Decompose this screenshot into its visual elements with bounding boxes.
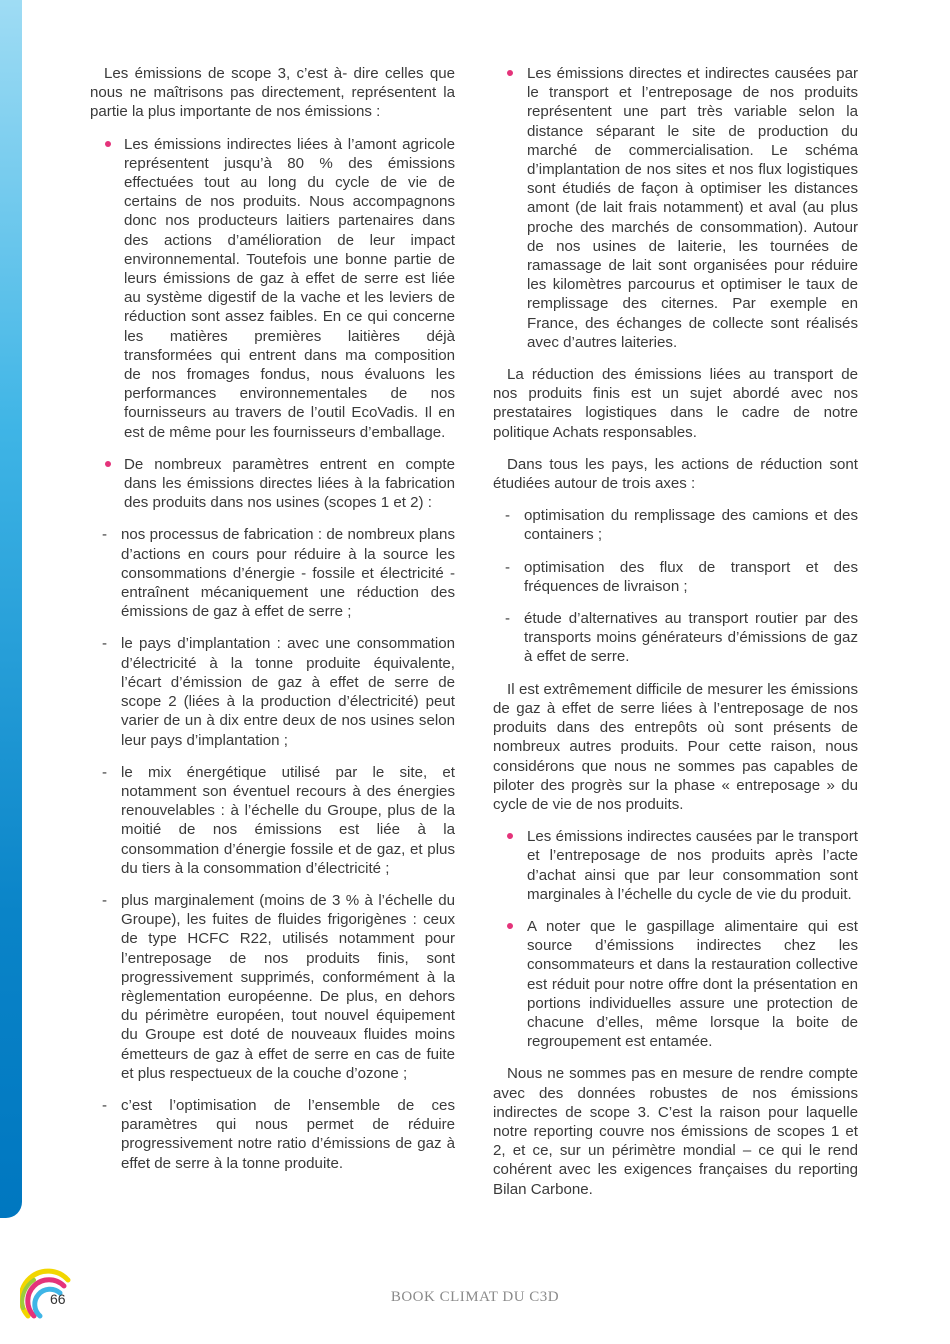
dash-item-energy-mix: - le mix énergétique utilisé par le site, et notamment son éventuel recours à des énergies renouvelables : à l’échelle du Groupe, plus de la moitié de nos émissions est liée à la consommation d’énergie fossile et de gaz, et plus du tiers à la consommation d’électricité ; (90, 763, 455, 878)
paragraph-storage: Il est extrêmement difficile de mesurer les émissions de gaz à effet de serre liées à l’entreposage de nos produits dans des entrepôts où sont présents de nombreux autres produits. Pour cette raison, nous considérons que nous ne sommes pas capables de piloter des progrès sur la phase « entreposage » du cycle de vie de nos produits. (493, 680, 858, 813)
dash-item-transport-flows: - optimisation des flux de transport et des fréquences de livraison ; (493, 558, 858, 596)
right-dash-list (493, 506, 858, 666)
bullet-item-agricultural-upstream: Les émissions indirectes liées à l’amont agricole représentent jusqu’à 80 % des émissions effectuées tout au long du cycle de vie de certains de nos produits. Nous accompagnons donc nos producteurs laitiers partenaires dans des actions d’amélioration de leur impact environnemental. Toutefois une bonne partie de leurs émissions de gaz à effet de serre est liée au système digestif de la vache et les leviers de réduction sont assez faibles. En ce qui concerne les matières premières laitières déjà transformées qui entrent dans ma composition de nos fromages fondus, nous évaluons les performances environnementales de nos fournisseurs au travers de l’outil EcoVadis. Il en est de même pour les fournisseurs d’emballage. (90, 135, 455, 442)
left-dash-list (90, 525, 455, 1172)
intro-paragraph: Les émissions de scope 3, c’est à- dire celles que nous ne maîtrisons pas directement, représentent la partie la plus importante de nos émissions : (90, 65, 455, 121)
dash-item-alternatives: - étude d’alternatives au transport routier par des transports moins générateurs d’émissions de gaz à effet de serre. (493, 609, 858, 667)
paragraph-scope3-reporting: Nous ne sommes pas en mesure de rendre compte avec des données robustes de nos émissions indirectes de scope 3. C’est la raison pour laquelle notre reporting couvre nos émissions de scopes 1 et 2, et ce, sur un périmètre mondial – ce qui le rend cohérent avec les exigences françaises du reporting Bilan Carbone. (493, 1065, 858, 1198)
paragraph-three-axes: Dans tous les pays, les actions de réduction sont étudiées autour de trois axes : (493, 455, 858, 493)
right-column (493, 64, 858, 1212)
book-title: BOOK CLIMAT DU C3D (390, 1289, 560, 1305)
right-top-bullet-list (493, 64, 858, 352)
bullet-item-transport-storage: Les émissions directes et indirectes causées par le transport et l’entreposage de nos produits représentent une part très variable selon la distance séparant le site de production du marché de commercialisation. Le schéma d’implantation de nos sites et nos flux logistiques sont étudiés de façon à optimiser les distances amont (de lait frais notamment) et aval (au plus proche des marchés de consommation). Autour de nos usines de laiterie, les tournées de ramassage de lait sont organisées pour réduire les kilomètres parcourus et optimiser le taux de remplissage des citernes. Par exemple en France, des échanges de collecte sont réalisés avec d’autres laiteries. (493, 64, 858, 352)
left-column (90, 64, 455, 1186)
dash-item-manufacturing-processes: - nos processus de fabrication : de nombreux plans d’actions en cours pour réduire à la source les consommations d’énergie - fossile et électricité - entraînent mécaniquement une réduction des émissions de gaz à effet de serre ; (90, 525, 455, 621)
right-bottom-bullet-list (493, 827, 858, 1051)
bullet-item-manufacturing-parameters: De nombreux paramètres entrent en compte dans les émissions directes liées à la fabrication des produits dans nos usines (scopes 1 et 2) : (90, 455, 455, 513)
bullet-item-downstream: Les émissions indirectes causées par le transport et l’entreposage de nos produits après l’acte d’achat ainsi que par leur consommation sont marginales à l’échelle du cycle de vie du produit. (493, 827, 858, 904)
side-color-bar (0, 0, 22, 1218)
left-bullet-list (90, 135, 455, 513)
bullet-item-food-waste: A noter que le gaspillage alimentaire qui est source d’émissions indirectes chez les consommateurs et dans la restauration collective est réduit pour notre offre dont la présentation en portions individuelles assure une protection de chacune d’elles, même lorsque la boite de regroupement est entamée. (493, 917, 858, 1051)
page-number: 66 (50, 1291, 66, 1307)
dash-item-truck-filling: - optimisation du remplissage des camions et des containers ; (493, 506, 858, 544)
dash-item-refrigerants: - plus marginalement (moins de 3 % à l’échelle du Groupe), les fuites de fluides frigorigènes : ceux de type HCFC R22, utilisés notamment pour l’entreposage de nos produits finis, sont progressivement supprimés, conformément à la règlementation européenne. De plus, en dehors du périmètre européen, tout nouvel équipement du Groupe est doté de nouveaux fluides moins émetteurs de gaz à effet de serre en cas de fuite et plus respectueux de la couche d’ozone ; (90, 891, 455, 1083)
dash-item-country: - le pays d’implantation : avec une consommation d’électricité à la tonne produite équivalente, l’écart d’émission de gaz à effet de serre de scope 2 (liées à la production d’électricité) peut varier de un à dix entre deux de nos usines selon leur pays d’implantation ; (90, 634, 455, 749)
dash-item-optimisation: - c’est l’optimisation de l’ensemble de ces paramètres qui nous permet de réduire progressivement notre ratio d’émissions de gaz à effet de serre à la tonne produite. (90, 1096, 455, 1173)
paragraph-transport-reduction: La réduction des émissions liées au transport de nos produits finis est un sujet abordé avec nos prestataires logistiques dans le cadre de notre politique Achats responsables. (493, 366, 858, 441)
